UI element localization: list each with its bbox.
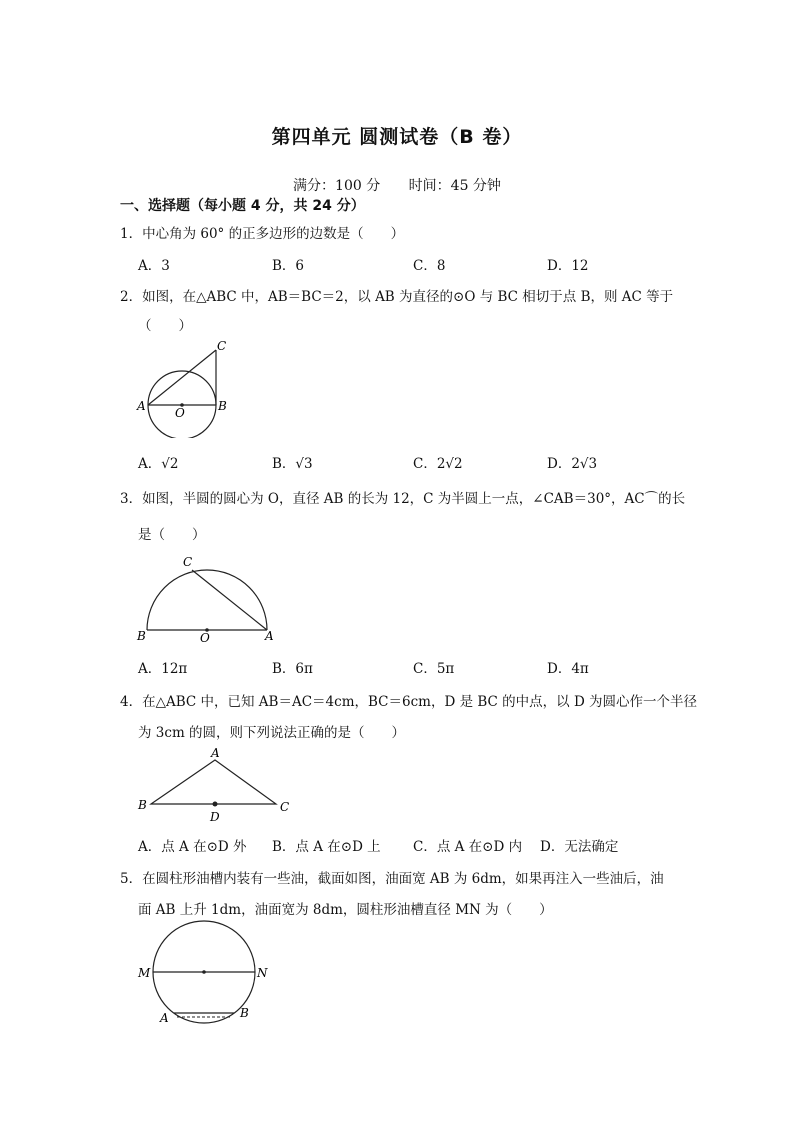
- page-title: 第四单元 圆测试卷（B 卷）: [271, 126, 523, 148]
- q4-midpoint-d: [213, 802, 218, 807]
- time-limit: 时间：45 分钟: [408, 178, 501, 194]
- q5-figure: [135, 918, 280, 1026]
- q2-segment-ac: [148, 350, 216, 405]
- q4-label-d: D: [210, 810, 220, 824]
- q4-label-a: A: [211, 746, 220, 760]
- q2-label-b: B: [218, 399, 227, 413]
- q4-label-c: C: [280, 800, 290, 814]
- q4-label-b: B: [138, 798, 147, 812]
- q4-triangle: [151, 760, 276, 804]
- exam-meta: [0, 175, 794, 195]
- q2-figure: [135, 338, 235, 438]
- q2-option-c: C．2√2: [413, 456, 463, 472]
- q5-label-a: A: [160, 1011, 169, 1025]
- q2-option-d: D．2√3: [547, 456, 598, 472]
- q1-option-c: C．8: [413, 258, 446, 274]
- q4-option-b: B．点 A 在⊙D 上: [272, 839, 381, 855]
- q3-figure: [135, 550, 285, 646]
- q5-center-dot: [202, 970, 206, 974]
- question-3-stem: 3．如图，半圆的圆心为 O，直径 AB 的长为 12，C 为半圆上一点，∠CAB＝30°，AC⌒的长: [120, 491, 686, 507]
- q1-option-d: D．12: [547, 258, 589, 274]
- q3-label-a: A: [265, 629, 274, 643]
- q3-option-b: B．6π: [272, 661, 313, 677]
- section-heading: 一、选择题（每小题 4 分，共 24 分）: [120, 198, 365, 214]
- q4-option-a: A．点 A 在⊙D 外: [138, 839, 247, 855]
- q4-figure: [135, 745, 300, 825]
- q5-label-m: M: [138, 966, 151, 980]
- q3-label-o: O: [200, 631, 210, 645]
- q5-label-b: B: [240, 1006, 249, 1020]
- q1-option-b: B．6: [272, 258, 305, 274]
- q2-label-a: A: [137, 399, 146, 413]
- q3-option-a: A．12π: [138, 661, 188, 677]
- q4-option-d: D．无法确定: [540, 839, 619, 855]
- question-2-stem-cont: （ ）: [138, 318, 192, 334]
- question-3-stem-cont: 是（ ）: [138, 527, 206, 543]
- q2-label-o: O: [175, 406, 185, 420]
- q1-option-a: A．3: [138, 258, 170, 274]
- q3-semicircle: [147, 570, 267, 630]
- q3-option-c: C．5π: [413, 661, 455, 677]
- question-4-stem-cont: 为 3cm 的圆，则下列说法正确的是（ ）: [138, 725, 406, 741]
- question-4-stem: 4．在△ABC 中，已知 AB＝AC＝4cm，BC＝6cm，D 是 BC 的中点，以 D 为圆心作一个半径: [120, 694, 698, 710]
- q2-option-a: A．√2: [138, 456, 179, 472]
- question-5-stem-cont: 面 AB 上升 1dm，油面宽为 8dm，圆柱形油槽直径 MN 为（ ）: [138, 902, 553, 918]
- q5-label-n: N: [257, 966, 268, 980]
- question-5-stem: 5．在圆柱形油槽内装有一些油，截面如图，油面宽 AB 为 6dm，如果再注入一些油后，油: [120, 871, 664, 887]
- q3-label-b: B: [137, 629, 146, 643]
- full-score: 满分：100 分: [293, 178, 381, 194]
- q3-label-c: C: [183, 555, 193, 569]
- q3-option-d: D．4π: [547, 661, 589, 677]
- q4-option-c: C．点 A 在⊙D 内: [413, 839, 523, 855]
- q2-label-c: C: [217, 339, 227, 353]
- q2-option-b: B．√3: [272, 456, 313, 472]
- q3-chord-ac: [192, 570, 267, 630]
- question-1-stem: 1．中心角为 60° 的正多边形的边数是（ ）: [120, 226, 405, 242]
- question-2-stem: 2．如图，在△ABC 中，AB＝BC＝2，以 AB 为直径的⊙O 与 BC 相切于点 B，则 AC 等于: [120, 289, 674, 305]
